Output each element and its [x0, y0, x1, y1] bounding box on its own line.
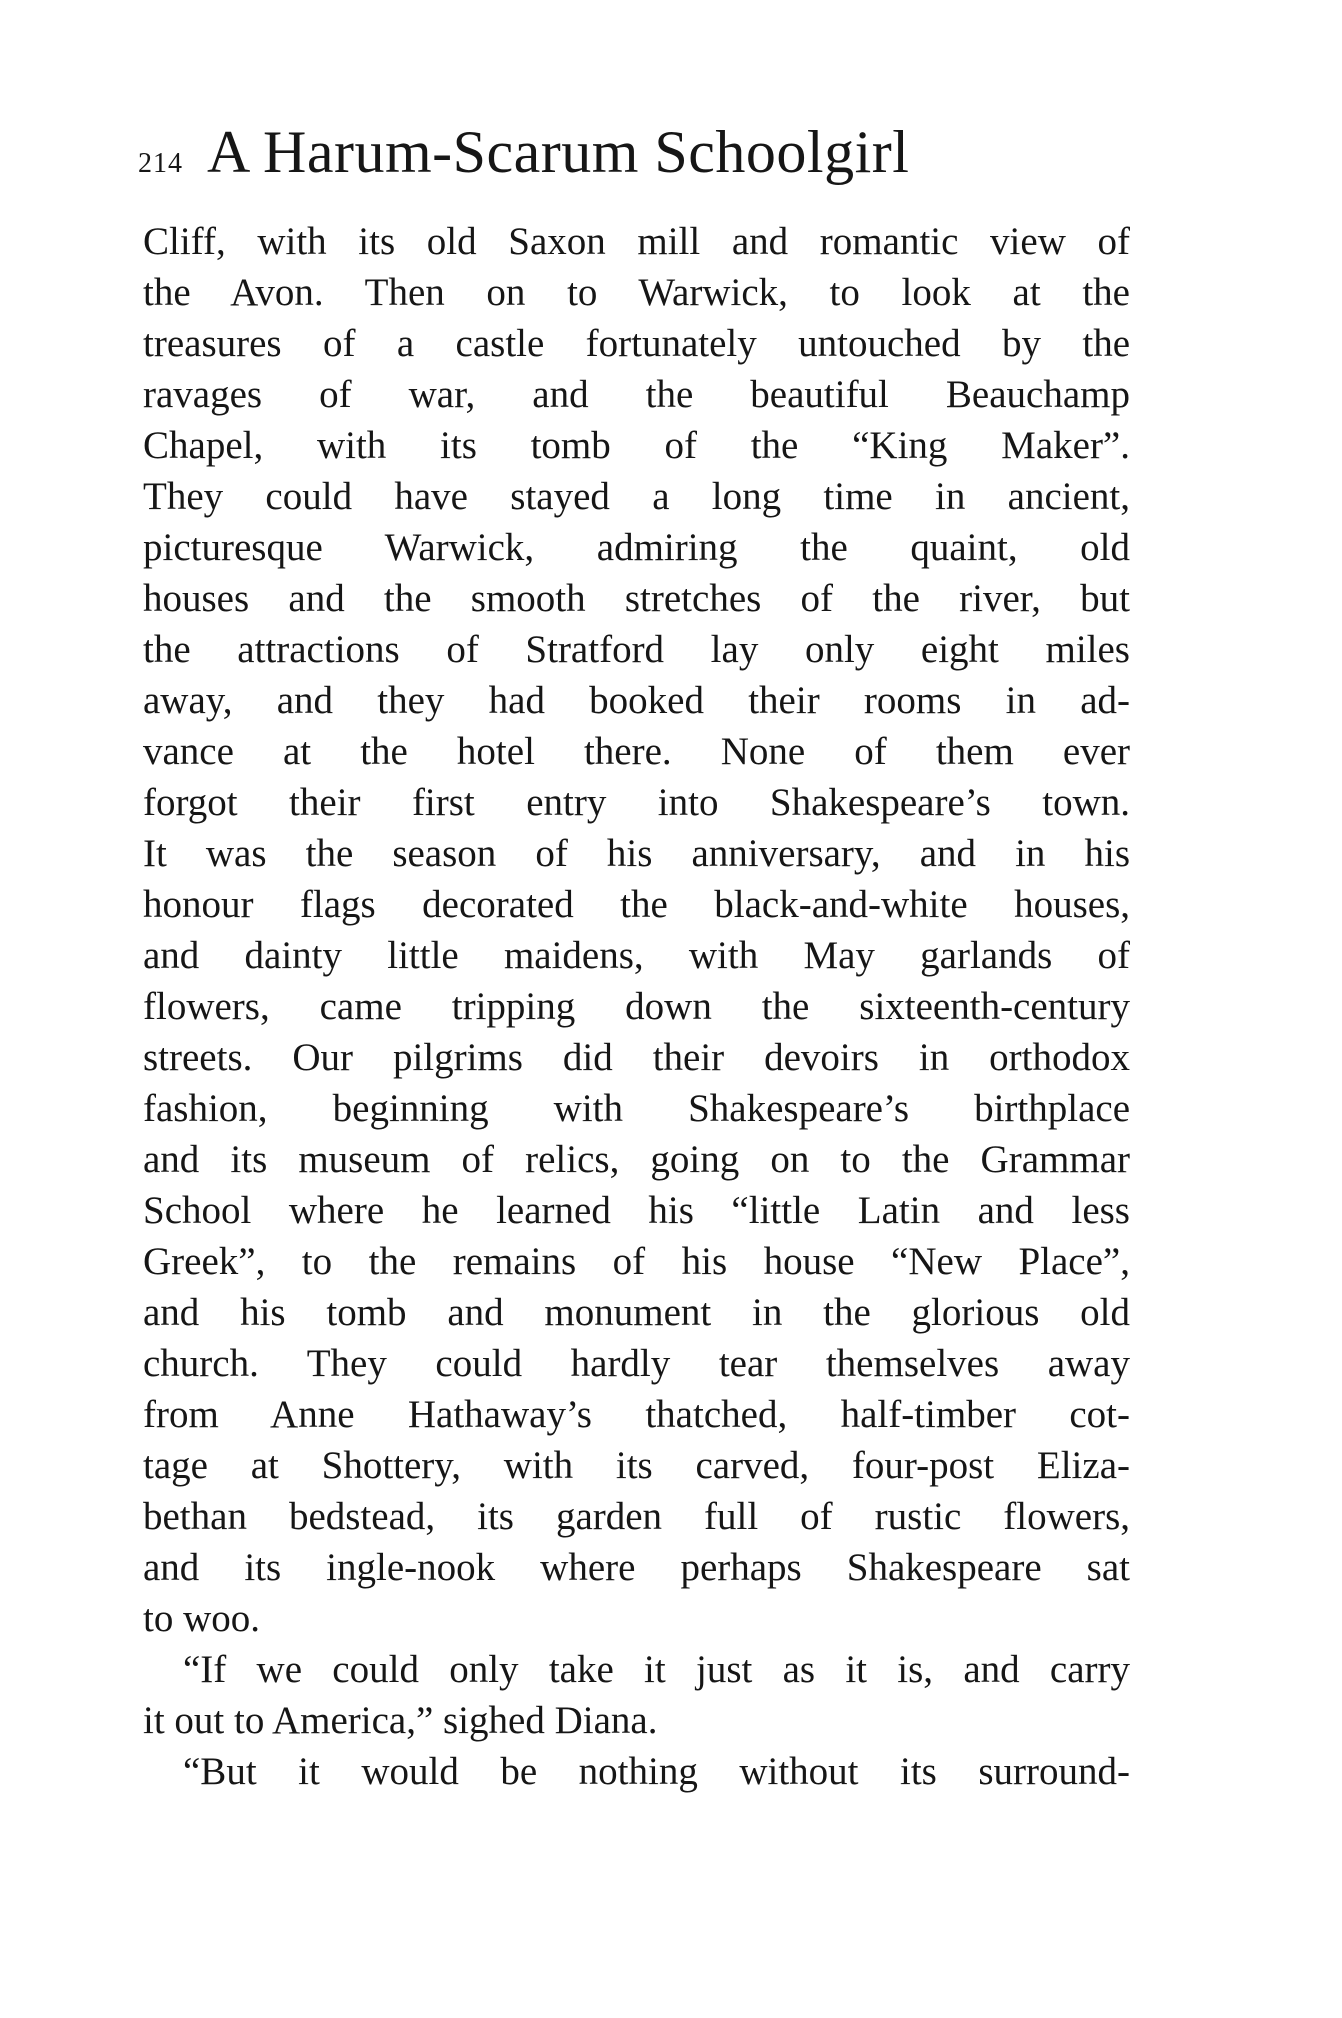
text-line: the attractions of Stratford lay only eight miles	[143, 628, 1130, 671]
text-line: Chapel, with its tomb of the “King Maker”.	[143, 424, 1130, 467]
page-header	[138, 118, 1058, 198]
text-line: church. They could hardly tear themselves away	[143, 1342, 1130, 1385]
text-line: it out to America,” sighed Diana.	[143, 1699, 658, 1742]
page-number: 214	[138, 148, 183, 179]
text-line: School where he learned his “little Latin and less	[143, 1189, 1130, 1232]
running-title: A Harum-Scarum Schoolgirl	[207, 119, 910, 185]
text-line: and his tomb and monument in the glorious old	[143, 1291, 1130, 1334]
text-line: ravages of war, and the beautiful Beauchamp	[143, 373, 1130, 416]
text-line: honour flags decorated the black-and-white houses,	[143, 883, 1130, 926]
text-line: bethan bedstead, its garden full of rustic flowers,	[143, 1495, 1130, 1538]
text-line: and its ingle-nook where perhaps Shakespeare sat	[143, 1546, 1130, 1589]
text-line: “If we could only take it just as it is, and carry	[183, 1648, 1130, 1691]
text-line: the Avon. Then on to Warwick, to look at the	[143, 271, 1130, 314]
text-line: Cliff, with its old Saxon mill and romantic view of	[143, 220, 1130, 263]
text-line: to woo.	[143, 1597, 260, 1640]
text-line: tage at Shottery, with its carved, four-post Eliza-	[143, 1444, 1130, 1487]
text-line: forgot their first entry into Shakespeare’s town.	[143, 781, 1130, 824]
text-line: picturesque Warwick, admiring the quaint, old	[143, 526, 1130, 569]
text-line: Greek”, to the remains of his house “New Place”,	[143, 1240, 1130, 1283]
text-line: They could have stayed a long time in ancient,	[143, 475, 1130, 518]
text-line: It was the season of his anniversary, and in his	[143, 832, 1130, 875]
text-line: “But it would be nothing without its surround-	[183, 1750, 1130, 1793]
text-line: away, and they had booked their rooms in ad-	[143, 679, 1130, 722]
text-line: flowers, came tripping down the sixteenth-century	[143, 985, 1130, 1028]
text-line: vance at the hotel there. None of them ever	[143, 730, 1130, 773]
body-text	[143, 216, 1130, 1797]
text-line: fashion, beginning with Shakespeare’s birthplace	[143, 1087, 1130, 1130]
text-line: houses and the smooth stretches of the river, but	[143, 577, 1130, 620]
text-line: from Anne Hathaway’s thatched, half-timber cot-	[143, 1393, 1130, 1436]
text-line: streets. Our pilgrims did their devoirs in orthodox	[143, 1036, 1130, 1079]
text-line: and its museum of relics, going on to the Grammar	[143, 1138, 1130, 1181]
text-line: and dainty little maidens, with May garlands of	[143, 934, 1130, 977]
text-line: treasures of a castle fortunately untouched by the	[143, 322, 1130, 365]
